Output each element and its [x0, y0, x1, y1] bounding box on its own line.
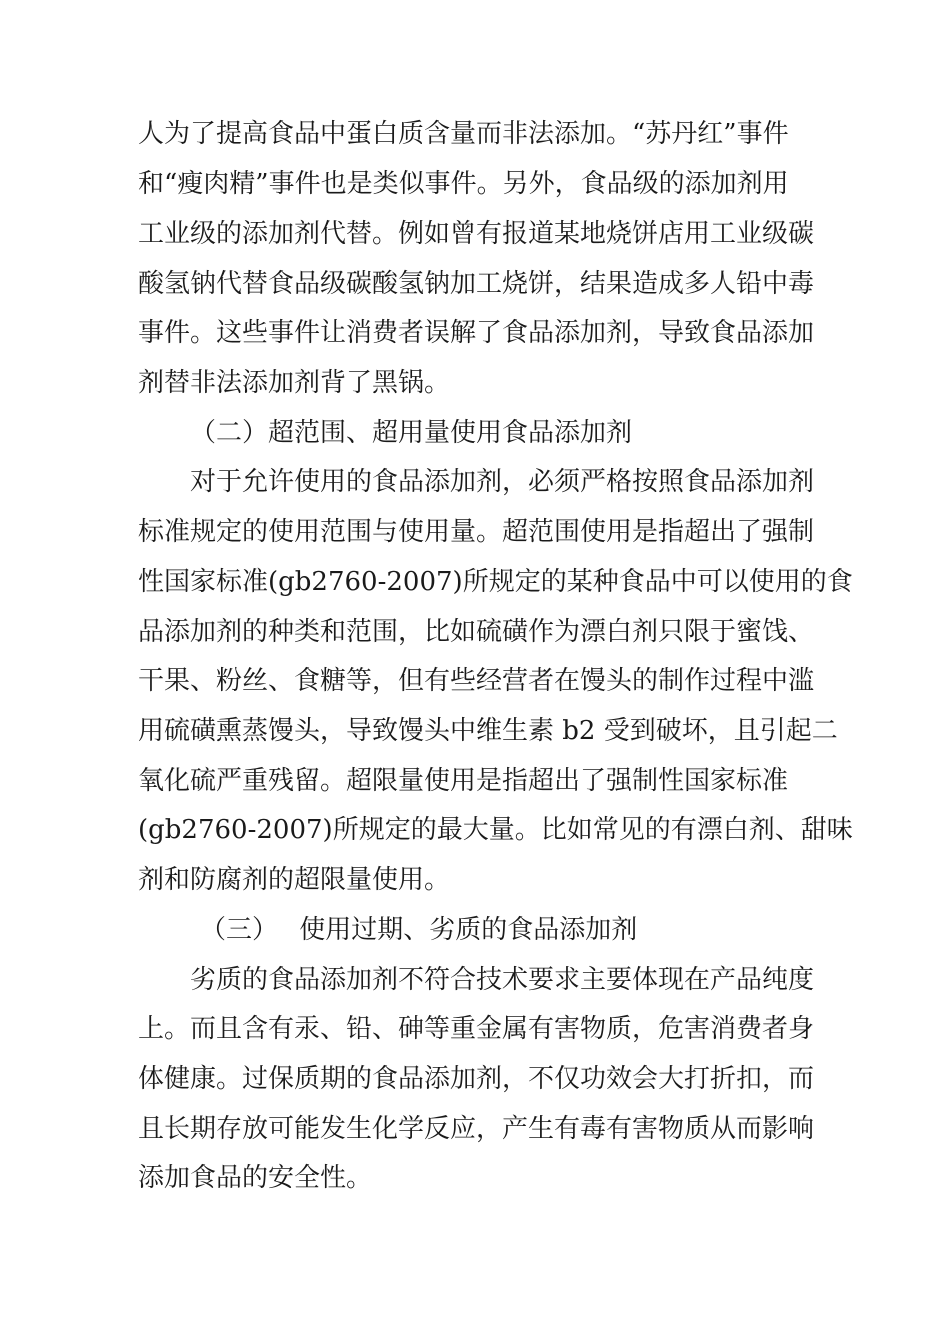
paragraph-line: 氧化硫严重残留。超限量使用是指超出了强制性国家标准 [138, 766, 789, 796]
paragraph-line: 工业级的添加剂代替。例如曾有报道某地烧饼店用工业级碳 [138, 219, 815, 249]
paragraph-line: 性国家标准(gb2760-2007)所规定的某种食品中可以使用的食 [138, 567, 853, 597]
paragraph-line: 标准规定的使用范围与使用量。超范围使用是指超出了强制 [138, 517, 815, 547]
paragraph-line: 干果、粉丝、食糖等，但有些经营者在馒头的制作过程中滥 [138, 666, 815, 696]
paragraph-line: 人为了提高食品中蛋白质含量而非法添加。“苏丹红”事件 [138, 119, 789, 149]
paragraph-line: 劣质的食品添加剂不符合技术要求主要体现在产品纯度 [190, 965, 815, 995]
section-heading: （二）超范围、超用量使用食品添加剂 [190, 418, 633, 448]
paragraph-line: 剂替非法添加剂背了黑锅。 [138, 368, 451, 398]
paragraph-line: 上。而且含有汞、铅、砷等重金属有害物质，危害消费者身 [138, 1014, 815, 1044]
paragraph-line: 事件。这些事件让消费者误解了食品添加剂，导致食品添加 [138, 318, 815, 348]
paragraph-line: 酸氢钠代替食品级碳酸氢钠加工烧饼，结果造成多人铅中毒 [138, 269, 815, 299]
paragraph-line: 对于允许使用的食品添加剂，必须严格按照食品添加剂 [190, 467, 815, 497]
paragraph-line: 体健康。过保质期的食品添加剂，不仅功效会大打折扣，而 [138, 1064, 815, 1094]
paragraph-line: 剂和防腐剂的超限量使用。 [138, 865, 451, 895]
paragraph-line: 用硫磺熏蒸馒头，导致馒头中维生素 b2 受到破坏，且引起二 [138, 716, 838, 746]
paragraph-line: 且长期存放可能发生化学反应，产生有毒有害物质从而影响 [138, 1114, 815, 1144]
paragraph-line: 品添加剂的种类和范围，比如硫磺作为漂白剂只限于蜜饯、 [138, 617, 815, 647]
paragraph-line: 添加食品的安全性。 [138, 1163, 373, 1193]
paragraph-line: (gb2760-2007)所规定的最大量。比如常见的有漂白剂、甜味 [138, 815, 853, 845]
paragraph-line: 和“瘦肉精”事件也是类似事件。另外，食品级的添加剂用 [138, 169, 789, 199]
section-heading: （三） 使用过期、劣质的食品添加剂 [200, 915, 638, 945]
